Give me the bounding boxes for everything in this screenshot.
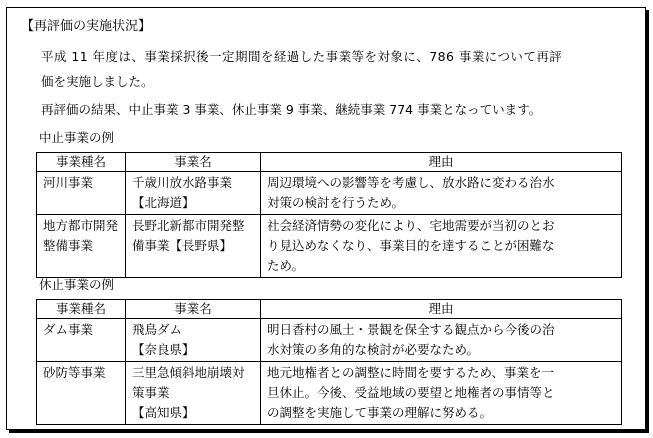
project-name-line: 長野北新都市開発整 xyxy=(132,218,245,233)
project-name xyxy=(126,362,261,425)
table-row xyxy=(37,215,622,278)
project-reason xyxy=(261,215,622,278)
table-row xyxy=(37,319,622,362)
project-name-line: 飛鳥ダム xyxy=(132,322,183,337)
project-name xyxy=(126,215,261,278)
column-header-name: 事業名 xyxy=(126,300,261,319)
suspended-table xyxy=(36,299,622,425)
reason-line: の調整を実施して事業の理解に努める。 xyxy=(267,405,493,420)
project-name-line: 備事業【長野県】 xyxy=(132,238,233,253)
intro-line-3: 再評価の結果、中止事業 3 事業、休止事業 9 事業、継続事業 774 事業となっています。 xyxy=(41,102,542,117)
table-row xyxy=(37,172,622,215)
project-type-line: 地方都市開発 xyxy=(43,218,119,233)
project-type: 砂防等事業 xyxy=(37,362,126,425)
project-reason xyxy=(261,172,622,215)
reason-line: 対策の検討を行うため。 xyxy=(267,195,405,210)
canceled-table xyxy=(36,152,622,278)
column-header-reason: 理由 xyxy=(261,153,622,172)
reason-line: り見込めなくなり、事業目的を達することが困難な xyxy=(267,238,555,253)
reason-line: 社会経済情勢の変化により、宅地需要が当初のとお xyxy=(267,218,555,233)
project-type xyxy=(37,215,126,278)
intro-line-1: 平成 11 年度は、事業採択後一定期間を経過した事業等を対象に、786 事業について再評 xyxy=(41,49,563,64)
project-name xyxy=(126,319,261,362)
column-header-type: 事業種名 xyxy=(37,300,126,319)
project-location: 【奈良県】 xyxy=(132,342,195,357)
project-location: 【高知県】 xyxy=(132,405,195,420)
project-location: 【北海道】 xyxy=(132,195,195,210)
project-reason xyxy=(261,362,622,425)
reason-line: 地元地権者との調整に時間を要するため、事業を一 xyxy=(267,365,555,380)
report-frame xyxy=(6,7,646,430)
project-name-line: 策事業 xyxy=(132,385,170,400)
project-type: 河川事業 xyxy=(37,172,126,215)
reason-line: 明日香村の風土・景観を保全する観点から今後の治 xyxy=(267,322,555,337)
table-header-row xyxy=(37,153,622,172)
reason-line: 周辺環境への影響等を考慮し、放水路に変わる治水 xyxy=(267,175,555,190)
project-name xyxy=(126,172,261,215)
column-header-name: 事業名 xyxy=(126,153,261,172)
table-row xyxy=(37,362,622,425)
canceled-heading: 中止事業の例 xyxy=(39,130,115,145)
table-header-row xyxy=(37,300,622,319)
column-header-reason: 理由 xyxy=(261,300,622,319)
project-type-line: 整備事業 xyxy=(43,238,94,253)
suspended-heading: 休止事業の例 xyxy=(39,277,115,292)
project-reason xyxy=(261,319,622,362)
intro-line-2: 価を実施しました。 xyxy=(41,74,154,89)
project-name-line: 千歳川放水路事業 xyxy=(132,175,233,190)
section-title: 【再評価の実施状況】 xyxy=(21,19,152,34)
reason-line: ため。 xyxy=(267,258,305,273)
reason-line: 水対策の多角的な検討が必要なため。 xyxy=(267,342,480,357)
project-type: ダム事業 xyxy=(37,319,126,362)
reason-line: 旦休止。今後、受益地域の要望と地権者の事情等と xyxy=(267,385,555,400)
column-header-type: 事業種名 xyxy=(37,153,126,172)
project-name-line: 三里急傾斜地崩壊対 xyxy=(132,365,245,380)
